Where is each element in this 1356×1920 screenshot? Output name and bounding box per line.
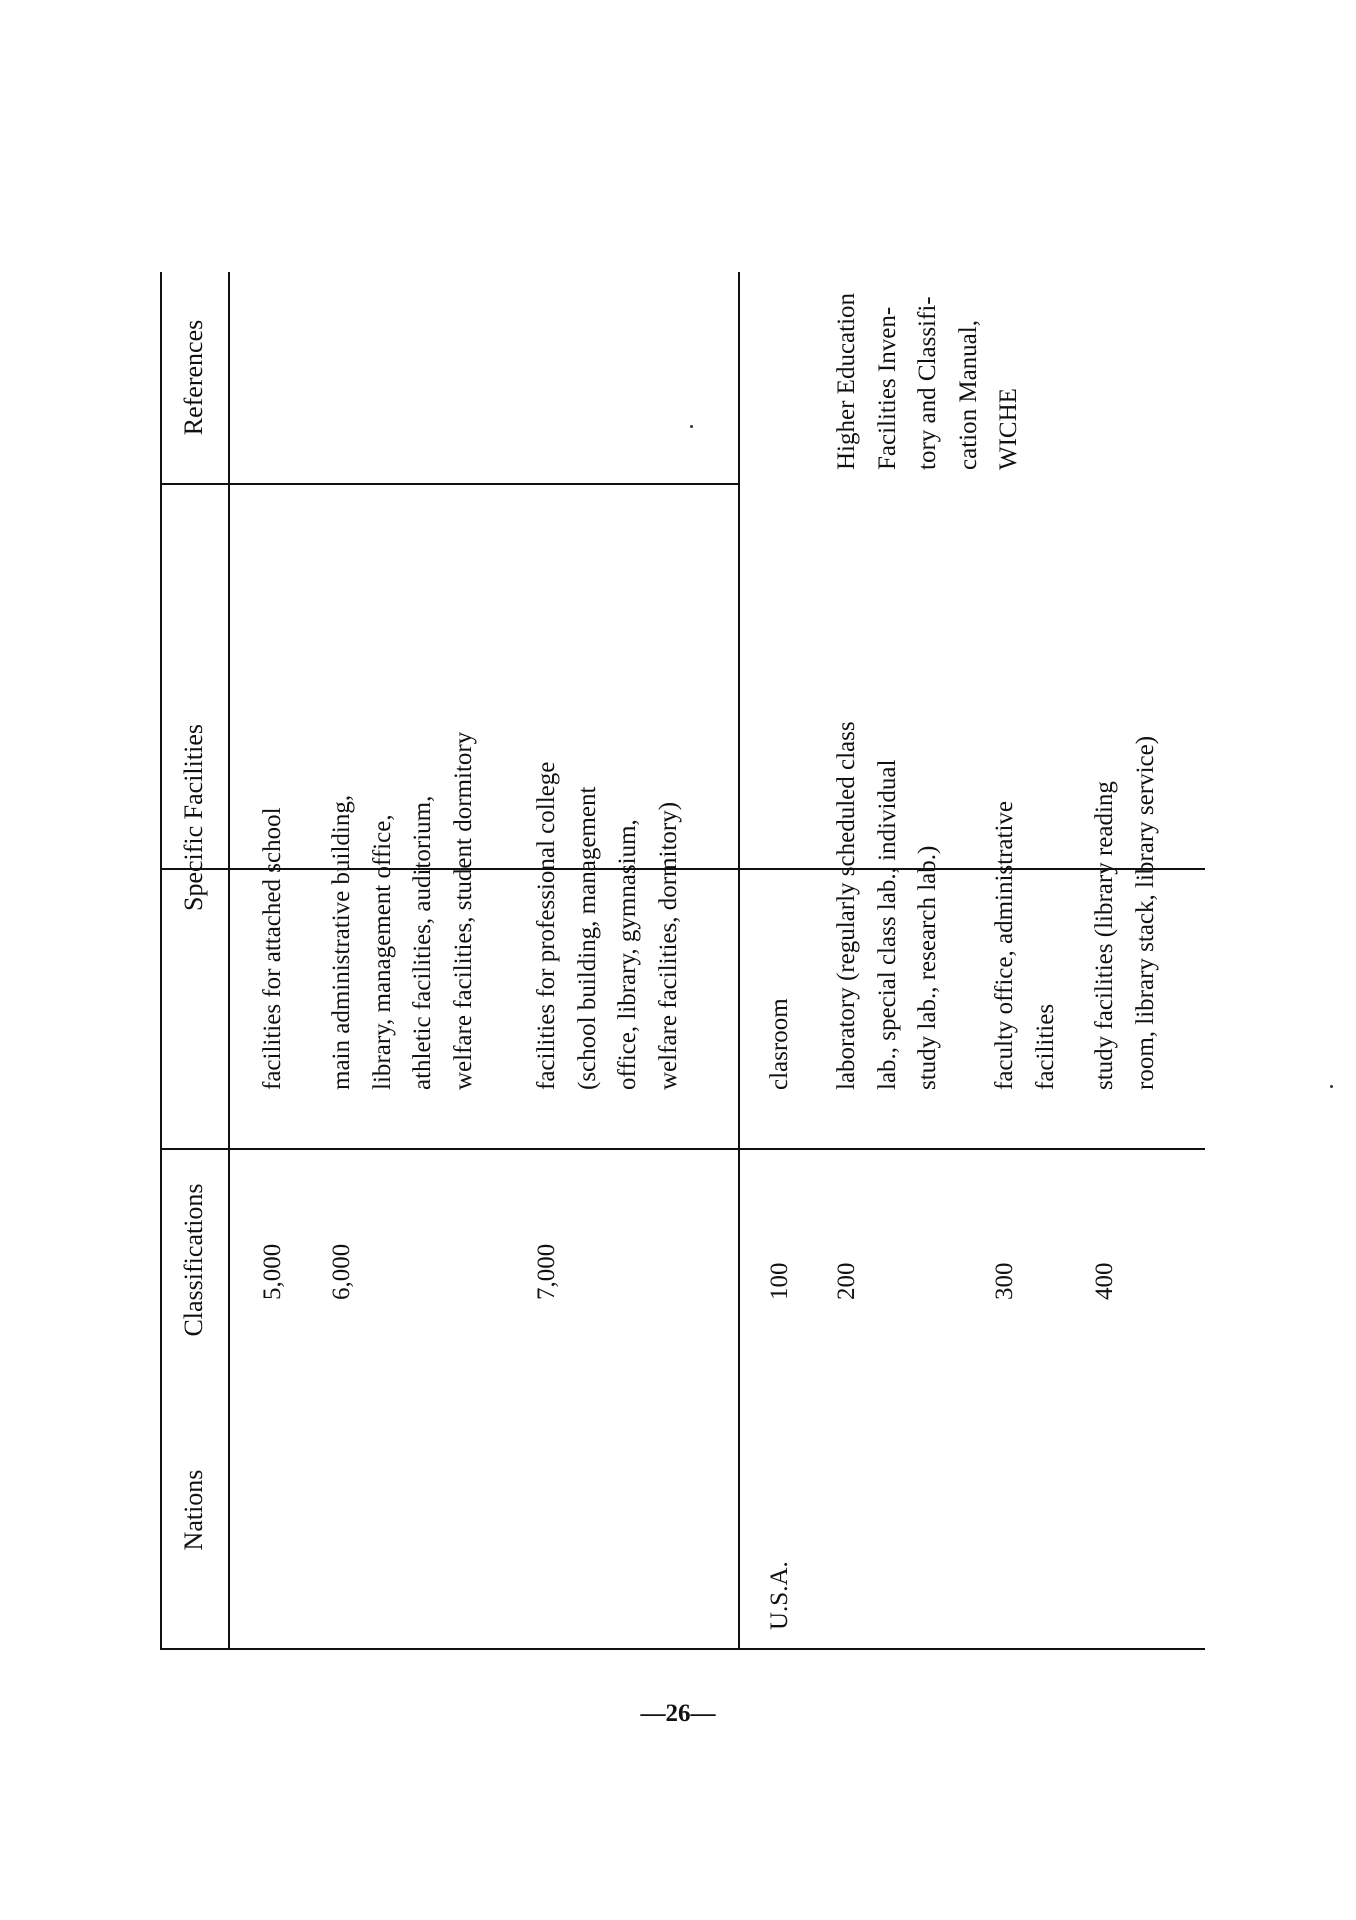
header-nations: Nations: [179, 1469, 208, 1551]
facility-line: clasroom: [766, 998, 793, 1090]
code-300: 300: [991, 1262, 1018, 1300]
reference-line: Higher Education: [833, 292, 860, 470]
facility-line: lab., special class lab., individual: [873, 759, 901, 1090]
code-100: 100: [766, 1262, 793, 1300]
facility-line: athletic facilities, auditorium,: [409, 795, 436, 1090]
scan-speck: [1330, 1085, 1333, 1088]
reference-line: WICHE: [995, 388, 1022, 470]
facility-line: faculty office, administrative: [991, 800, 1018, 1090]
scan-speck: [690, 425, 693, 428]
code-5000: 5,000: [259, 1243, 286, 1300]
facilities-5000: [253, 807, 294, 1090]
facility-line: office, library, gymnasium,: [614, 819, 641, 1090]
code-6000: 6,000: [328, 1243, 355, 1300]
facilities-300: [985, 801, 1066, 1090]
rotated-table-page: [160, 270, 1210, 1650]
facility-line: welfare facilities, dormitory): [654, 801, 682, 1090]
code-200: 200: [833, 1262, 860, 1300]
facilities-400: [1085, 736, 1166, 1090]
facility-line: library, management office,: [368, 814, 396, 1090]
header-classifications: Classifications: [179, 1183, 208, 1337]
facilities-table: [160, 270, 1210, 1650]
reference-line: tory and Classifi-: [914, 296, 941, 470]
facilities-200: [827, 721, 949, 1090]
facility-line: main administrative building,: [328, 794, 355, 1090]
page-number: —26—: [640, 1700, 716, 1727]
facility-line: laboratory (regularly scheduled class: [833, 721, 860, 1090]
column-divider: [160, 1148, 1205, 1150]
facility-line: study lab., research lab.): [914, 845, 941, 1090]
facility-line: welfare facilities, student dormitory: [449, 731, 477, 1090]
facilities-100: [760, 998, 801, 1090]
table-left-border: [160, 1648, 1205, 1650]
reference-line: Facilities Inven-: [873, 306, 901, 470]
nation-usa: U.S.A.: [766, 1561, 793, 1630]
reference-usa: [827, 293, 1030, 470]
facility-line: facilities for attached school: [259, 807, 286, 1090]
code-7000: 7,000: [533, 1243, 560, 1300]
code-400: 400: [1091, 1262, 1118, 1300]
facility-line: facilities for professional college: [533, 761, 560, 1090]
facility-line: facilities: [1031, 1003, 1059, 1090]
section-rule: [738, 272, 740, 1650]
reference-line: cation Manual,: [954, 320, 982, 470]
facilities-7000: [527, 762, 689, 1090]
header-specific-facilities: Specific Facilities: [179, 724, 208, 912]
facilities-6000: [322, 732, 484, 1090]
column-divider: [160, 483, 740, 485]
facility-line: study facilities (library reading: [1091, 781, 1118, 1090]
header-references: References: [179, 319, 208, 436]
facility-line: (school building, management: [573, 786, 601, 1090]
header-rule: [228, 272, 230, 1650]
facility-line: room, library stack, library service): [1131, 735, 1159, 1090]
